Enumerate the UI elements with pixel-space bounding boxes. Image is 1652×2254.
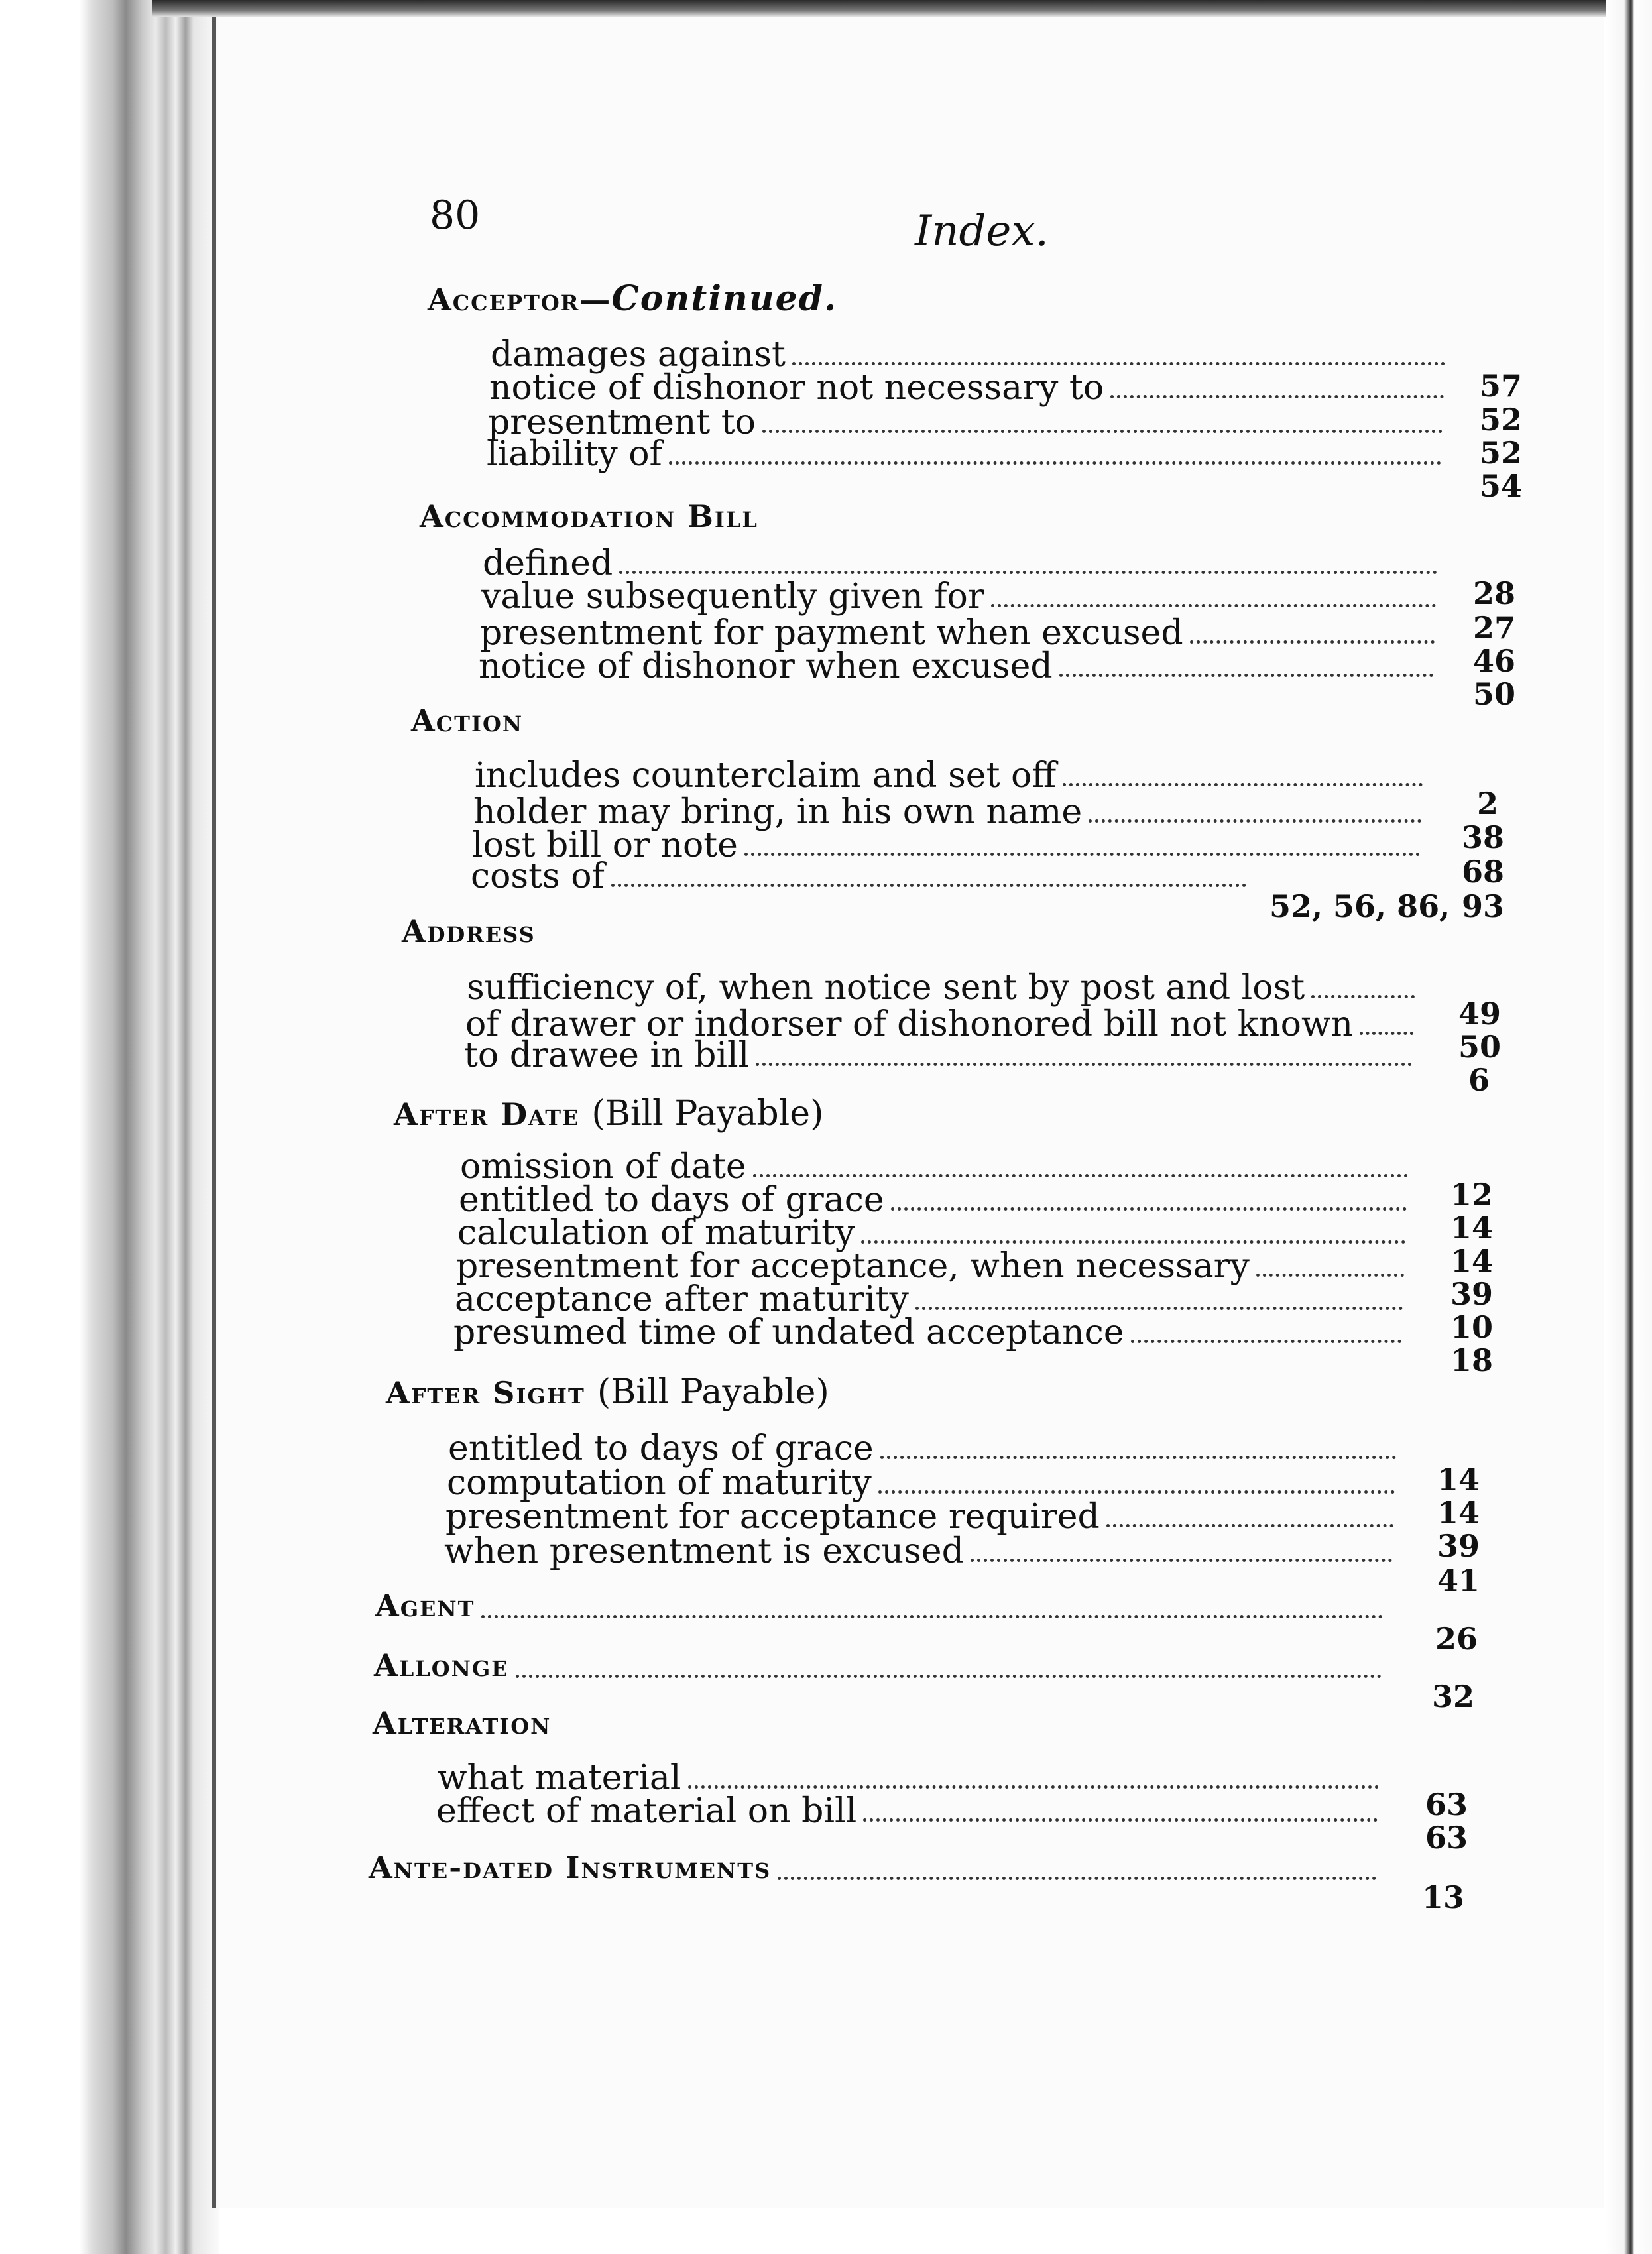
index-heading-accommodation-bill: Accommodation Bill (420, 499, 758, 534)
index-entry: computation of maturity (447, 1463, 1401, 1498)
page-ref: 46 (1473, 643, 1516, 679)
index-entry: of drawer or indorser of dishonored bill not known (465, 1004, 1420, 1039)
right-page-edge (1606, 0, 1652, 2254)
index-entry: presentment to (488, 402, 1449, 437)
index-entry: liability of (487, 434, 1448, 469)
index-entry: notice of dishonor when excused (479, 646, 1440, 681)
index-entry: notice of dishonor not necessary to (489, 368, 1450, 402)
index-entry: costs of (471, 857, 1253, 891)
inline-page-refs: 52, 56, 86, (1269, 888, 1450, 924)
index-entry: entitled to days of grace (448, 1429, 1403, 1463)
page-ref: 68 (1462, 854, 1505, 890)
page-ref: 2 (1477, 786, 1499, 821)
page-ref: 10 (1450, 1309, 1494, 1345)
page-ref: 26 (1435, 1621, 1478, 1657)
page-ref: 41 (1437, 1563, 1480, 1598)
page-ref: 63 (1425, 1787, 1468, 1822)
page-ref: 52 (1480, 435, 1523, 471)
page-ref: 57 (1480, 368, 1523, 404)
index-entry: presentment for acceptance required (445, 1497, 1400, 1531)
top-page-shadow (152, 0, 1624, 17)
index-entry: sufficiency of, when notice sent by post and lost (467, 968, 1421, 1002)
page-ref: 39 (1450, 1276, 1494, 1312)
index-entry: entitled to days of grace (459, 1180, 1413, 1215)
heading-parenthetical: (Bill Payable) (597, 1372, 829, 1412)
page-ref: 27 (1473, 610, 1516, 646)
page-ref: 38 (1462, 819, 1505, 855)
index-entry: acceptance after maturity (455, 1279, 1409, 1314)
page-number: 80 (430, 192, 481, 239)
index-entry: defined (483, 544, 1444, 578)
index-entry: what material (438, 1758, 1386, 1793)
index-heading-allonge: Allonge (374, 1647, 1388, 1682)
index-heading-agent: Agent (375, 1588, 1389, 1622)
page-ref: 28 (1473, 575, 1516, 611)
page-ref: 93 (1462, 888, 1505, 924)
index-entry: effect of material on bill (436, 1791, 1384, 1826)
index-entry: calculation of maturity (457, 1213, 1412, 1248)
index-entry: holder may bring, in his own name (473, 792, 1428, 827)
page-ref: 14 (1437, 1495, 1480, 1531)
page-ref: 52 (1480, 402, 1523, 438)
page-ref: 50 (1458, 1029, 1502, 1065)
page-ref: 54 (1480, 468, 1523, 504)
index-heading-acceptor (428, 278, 837, 319)
running-head: Index. (915, 207, 1049, 256)
index-entry: value subsequently given for (481, 577, 1443, 611)
gutter-line (212, 0, 216, 2208)
index-entry: when presentment is excused (444, 1531, 1399, 1566)
page-ref: 12 (1450, 1177, 1494, 1213)
page-ref: 14 (1450, 1243, 1494, 1279)
index-entry: to drawee in bill (464, 1036, 1419, 1070)
heading-text: Acceptor— (428, 282, 612, 318)
index-heading-alteration: Alteration (373, 1705, 552, 1741)
book-gutter (0, 0, 219, 2254)
page-ref: 49 (1458, 996, 1502, 1032)
index-heading-after-sight (386, 1372, 829, 1412)
heading-parenthetical: (Bill Payable) (591, 1094, 824, 1134)
page-ref: 6 (1468, 1062, 1490, 1098)
index-entry: presentment for payment when excused (480, 613, 1441, 648)
index-heading-action: Action (411, 703, 524, 739)
index-entry: lost bill or note (472, 825, 1427, 860)
page-ref: 32 (1432, 1679, 1475, 1714)
index-entry: omission of date (460, 1147, 1415, 1181)
index-heading-after-date (394, 1094, 823, 1134)
page-ref: 50 (1473, 676, 1516, 712)
index-entry: damages against (491, 335, 1452, 369)
page-ref: 18 (1450, 1342, 1494, 1378)
index-entry: presentment for acceptance, when necessary (456, 1246, 1411, 1281)
index-heading-address: Address (402, 914, 536, 949)
page-ref: 13 (1422, 1879, 1465, 1915)
index-heading-ante-dated-instruments: Ante-dated Instruments (369, 1850, 1383, 1884)
page-ref: 63 (1425, 1820, 1468, 1856)
heading-text: After Date (394, 1097, 580, 1132)
page-ref: 14 (1437, 1462, 1480, 1498)
page-ref: 39 (1437, 1528, 1480, 1564)
index-entry: includes counterclaim and set off (475, 756, 1429, 790)
heading-continued: Continued. (611, 278, 838, 319)
index-entry: presumed time of undated acceptance (453, 1313, 1408, 1347)
page-ref: 14 (1450, 1210, 1494, 1246)
heading-text: After Sight (386, 1375, 585, 1411)
